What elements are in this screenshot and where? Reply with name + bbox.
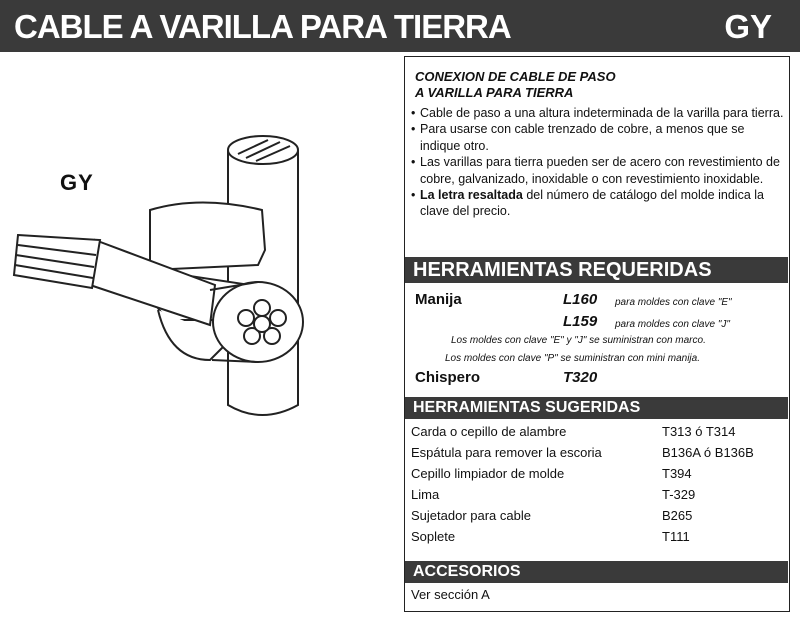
bullet-item: • Las varillas para tierra pueden ser de acero con revestimiento de cobre, galvanizado, inoxidable o con revestimiento inoxidable. — [411, 154, 787, 187]
connection-title-line2: A VARILLA PARA TIERRA — [415, 85, 574, 100]
tool-name: Lima — [411, 487, 440, 502]
accessories-heading: ACCESORIOS — [405, 561, 788, 583]
tool-code: B265 — [662, 508, 693, 523]
bullet-item: • Para usarse con cable trenzado de cobre, a menos que se indique otro. — [411, 121, 787, 154]
tool-code: T111 — [662, 529, 690, 544]
connection-title — [415, 69, 785, 101]
tool-name: Espátula para remover la escoria — [411, 445, 602, 460]
bullet-text: del número de catálogo del molde indica la clave del precio. — [420, 188, 764, 219]
info-panel — [404, 56, 790, 612]
figure-label: GY — [60, 170, 94, 195]
accessories-text: Ver sección A — [411, 587, 490, 602]
flint-code: T320 — [563, 369, 598, 386]
handle-note-1: para moldes con clave "E" — [615, 297, 732, 308]
connection-bullets — [411, 105, 787, 220]
connection-illustration — [0, 60, 400, 618]
bullet-item: • Cable de paso a una altura indeterminada de la varilla para tierra. — [411, 105, 787, 121]
handle-label: Manija — [415, 291, 462, 308]
tool-code: B136A ó B136B — [662, 445, 754, 460]
note-frame: Los moldes con clave "E" y "J" se suministran con marco. — [451, 335, 706, 346]
bullet-bold-text: La letra resaltada — [420, 188, 523, 203]
cable-rod-drawing — [0, 60, 400, 618]
handle-note-2: para moldes con clave "J" — [615, 319, 730, 330]
suggested-tools-table — [405, 421, 788, 547]
tool-code: T394 — [662, 466, 692, 481]
flint-label: Chispero — [415, 369, 481, 386]
page-title: CABLE A VARILLA PARA TIERRA — [14, 8, 511, 45]
tool-name: Carda o cepillo de alambre — [411, 424, 567, 439]
required-tools-heading: HERRAMIENTAS REQUERIDAS — [405, 257, 788, 283]
note-mini-handle: Los moldes con clave "P" se suministran con mini manija. — [445, 353, 700, 364]
product-code: GY — [724, 8, 772, 45]
tool-name: Cepillo limpiador de molde — [411, 466, 565, 481]
suggested-tools-heading: HERRAMIENTAS SUGERIDAS — [405, 397, 788, 419]
connection-title-line1: CONEXION DE CABLE DE PASO — [415, 69, 616, 84]
tool-name: Sujetador para cable — [411, 508, 531, 523]
table-row — [405, 463, 788, 484]
tool-code: T-329 — [662, 487, 696, 502]
table-row — [405, 484, 788, 505]
tool-name: Soplete — [411, 529, 456, 544]
bullet-item — [411, 187, 787, 220]
table-row — [405, 421, 788, 442]
table-row — [405, 505, 788, 526]
handle-code-2: L159 — [563, 313, 598, 330]
table-row — [405, 442, 788, 463]
table-row — [405, 526, 788, 547]
handle-code-1: L160 — [563, 291, 598, 308]
title-bar — [0, 0, 800, 52]
tool-code: T313 ó T314 — [662, 424, 736, 439]
